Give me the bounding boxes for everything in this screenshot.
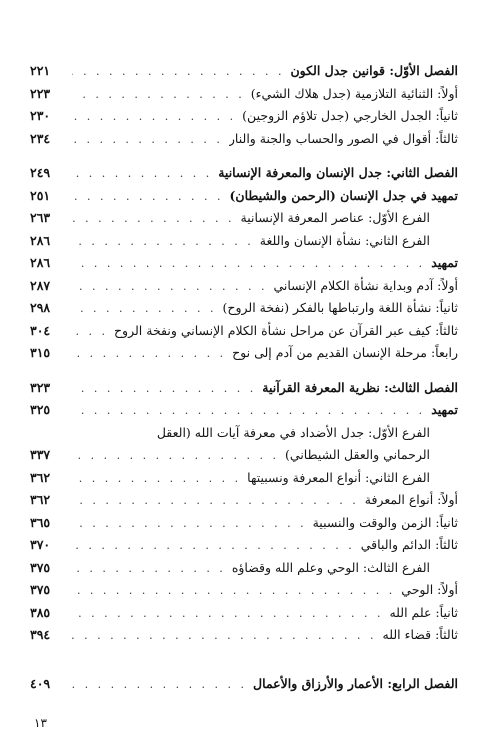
toc-entry-title: الفصل الثالث: نظرية المعرفة القرآنية — [262, 379, 458, 395]
toc-entry-page: ٣١٥ — [30, 345, 51, 360]
page-number: ١٣ — [34, 716, 47, 730]
leader-dots — [72, 298, 217, 320]
toc-entry-title: أولاً: أنواع المعرفة — [364, 492, 458, 507]
toc-entry-page: ٣٢٣ — [30, 379, 51, 395]
toc-entry — [30, 534, 458, 557]
toc-entry — [30, 512, 458, 535]
toc-entry-title: الفرع الأوّل: جدل الأضداد في معرفة آيات الله (العقل — [156, 424, 430, 440]
toc-entry-title: رابعاً: مرحلة الإنسان القديم من آدم إلى نوح — [232, 345, 458, 360]
toc-entry-page: ٢٣٤ — [30, 130, 51, 146]
toc-entry — [30, 673, 458, 696]
toc-entry-title: تمهيد — [431, 402, 458, 417]
toc-entry — [30, 252, 458, 275]
leader-dots — [72, 535, 355, 557]
toc-entry — [30, 467, 458, 490]
toc-entry-page: ٢٨٦ — [30, 255, 51, 270]
toc-entry-title: أولاً: الثنائية التلازمية (جدل هلاك الشيء) — [250, 85, 458, 101]
leader-dots — [72, 378, 256, 400]
toc-entry — [30, 60, 458, 83]
toc-entry — [30, 230, 458, 253]
toc-entry-page: ٢٨٧ — [30, 277, 51, 293]
toc-entry-title: الفرع الأوّل: عناصر المعرفة الإنسانية — [240, 210, 430, 225]
toc-entry — [30, 579, 458, 602]
toc-entry-title: ثانياً: علم الله — [389, 604, 458, 620]
toc-entry-page: ٣٦٢ — [30, 469, 51, 485]
toc-entry-page: ٢٤٩ — [30, 165, 51, 180]
toc-entry — [30, 489, 458, 512]
toc-entry-page: ٣٨٥ — [30, 604, 51, 620]
toc-entry-page: ٢٨٦ — [30, 232, 51, 248]
toc-entry-page: ٢٩٨ — [30, 300, 51, 315]
toc-entry — [30, 275, 458, 298]
toc-entry — [30, 602, 458, 625]
leader-dots — [72, 400, 425, 422]
toc-entry — [30, 624, 458, 647]
toc-entry — [30, 128, 458, 151]
leader-dots — [72, 84, 245, 106]
toc-entry-title: ثانياً: نشأة اللغة وارتباطها بالفكر (نفخة الروح) — [222, 300, 458, 315]
toc-entry-title: ثالثاً: الدائم والباقي — [360, 537, 458, 552]
toc-entry-page: ٣٢٥ — [30, 402, 51, 417]
toc-entry — [30, 377, 458, 400]
toc-entry-page: ٣٦٢ — [30, 492, 51, 507]
toc-entry-title: الفصل الأوّل: قوانين جدل الكون — [290, 63, 458, 78]
toc-entry-title: الرحماني والعقل الشيطاني) — [285, 447, 430, 462]
toc-entry — [30, 444, 458, 467]
toc-entry — [30, 297, 458, 320]
leader-dots — [72, 468, 241, 490]
table-of-contents — [30, 60, 458, 695]
toc-entry — [30, 342, 458, 365]
toc-entry — [30, 105, 458, 128]
toc-entry-page: ٢٢١ — [30, 63, 51, 78]
toc-entry-title: أولاً: الوحي — [401, 582, 458, 597]
toc-entry-page: ٢٢٣ — [30, 85, 51, 101]
toc-entry-page: ٣٠٤ — [30, 322, 51, 338]
toc-entry-title: الفرع الثالث: الوحي وعلم الله وقضاؤه — [231, 559, 430, 575]
leader-dots — [72, 129, 223, 151]
toc-entry-title: الفرع الثاني: نشأة الإنسان واللغة — [259, 232, 430, 248]
toc-entry-page: ٣٧٥ — [30, 559, 51, 575]
leader-dots — [72, 231, 254, 253]
toc-entry-page: ٢٦٣ — [30, 210, 51, 225]
leader-dots — [72, 445, 279, 467]
leader-dots — [72, 625, 377, 647]
leader-dots — [72, 674, 247, 696]
leader-dots — [72, 106, 236, 128]
toc-entry-title: تمهيد — [431, 255, 458, 270]
toc-entry-title: ثانياً: الزمن والوقت والنسبية — [312, 514, 458, 530]
toc-entry-page: ٢٥١ — [30, 187, 51, 203]
leader-dots — [72, 276, 267, 298]
toc-entry-page: ٢٣٠ — [30, 108, 51, 123]
toc-entry-title: ثالثاً: أقوال في الصور والحساب والجنة والنار — [228, 130, 458, 146]
toc-entry-page: ٣٩٤ — [30, 627, 51, 642]
toc-entry — [30, 422, 458, 445]
leader-dots — [72, 253, 425, 275]
leader-dots — [72, 490, 359, 512]
leader-dots — [72, 321, 108, 343]
toc-entry-page: ٣٦٥ — [30, 514, 51, 530]
toc-entry-page: ٣٣٧ — [30, 447, 51, 462]
leader-dots — [72, 343, 226, 365]
toc-entry — [30, 557, 458, 580]
toc-entry-title: أولاً: آدم وبداية نشأة الكلام الإنساني — [273, 277, 458, 293]
toc-entry-page: ٣٧٠ — [30, 537, 51, 552]
toc-entry-title: الفصل الثاني: جدل الإنسان والمعرفة الإنسانية — [218, 165, 458, 180]
toc-entry-title: تمهيد في جدل الإنسان (الرحمن والشيطان) — [229, 187, 458, 203]
toc-entry-page: ٤٠٩ — [30, 675, 51, 691]
toc-entry-page: ٣٧٥ — [30, 582, 51, 597]
toc-entry-title: ثالثاً: قضاء الله — [382, 627, 458, 642]
toc-entry — [30, 320, 458, 343]
toc-entry — [30, 185, 458, 208]
toc-entry-title: الفرع الثاني: أنواع المعرفة ونسبيتها — [247, 469, 430, 485]
toc-entry — [30, 207, 458, 230]
toc-entry — [30, 162, 458, 185]
leader-dots — [72, 603, 383, 625]
leader-dots — [72, 208, 235, 230]
leader-dots — [72, 186, 223, 208]
toc-entry-title: ثالثاً: كيف عبر القرآن عن مراحل نشأة الكلام الإنساني ونفخة الروح — [113, 322, 458, 338]
toc-entry-title: ثانياً: الجدل الخارجي (جدل تلاؤم الزوجين) — [242, 108, 458, 123]
toc-entry — [30, 83, 458, 106]
toc-entry-title: الفصل الرابع: الأعمار والأرزاق والأعمال — [253, 675, 458, 691]
leader-dots — [72, 61, 284, 83]
leader-dots — [72, 163, 212, 185]
leader-dots — [72, 513, 307, 535]
leader-dots — [72, 558, 226, 580]
toc-entry — [30, 399, 458, 422]
leader-dots — [72, 580, 395, 602]
